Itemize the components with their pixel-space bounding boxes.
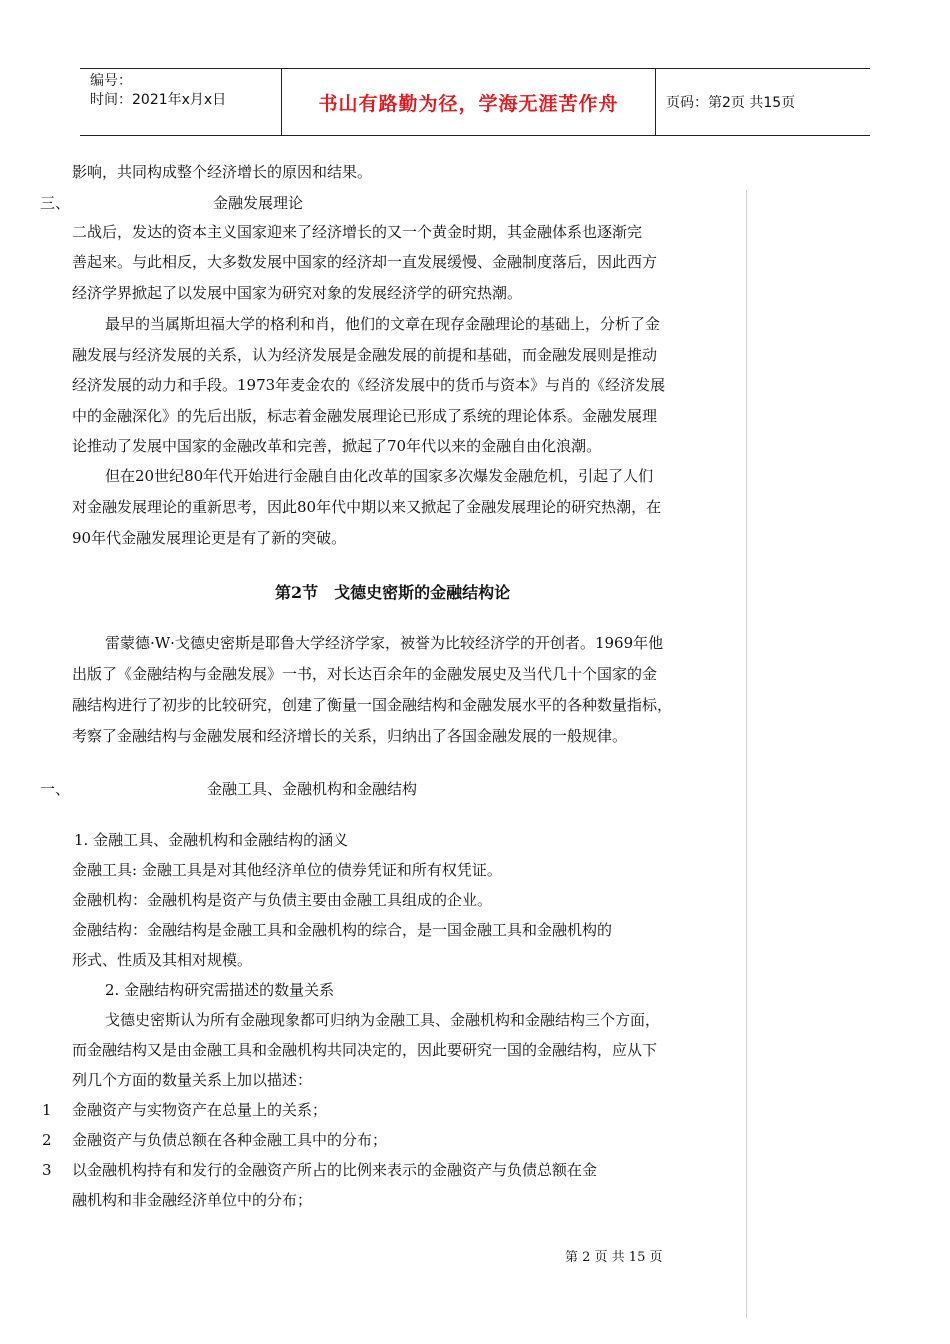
section-title: 第2节 戈德史密斯的金融结构论 bbox=[275, 583, 511, 602]
definition: 金融结构：金融结构是金融工具和金融机构的综合，是一国金融工具和金融机构的 bbox=[72, 921, 613, 939]
date-label: 时间：2021年x月x日 bbox=[90, 92, 227, 108]
text-line: 雷蒙德·W·戈德史密斯是耶鲁大学经济学家，被誉为比较经济学的开创者。1969年他 bbox=[105, 634, 664, 652]
serial-number-label: 编号： bbox=[90, 73, 132, 89]
text-line: 考察了金融结构与金融发展和经济增长的关系，归纳出了各国金融发展的一般规律。 bbox=[72, 727, 628, 745]
text-line: 对金融发展理论的重新思考，因此80年代中期以来又掀起了金融发展理论的研究热潮，在 bbox=[72, 498, 662, 516]
text-line: 论推动了发展中国家的金融改革和完善，掀起了70年代以来的金融自由化浪潮。 bbox=[72, 437, 602, 455]
text-line: 最早的当属斯坦福大学的格利和肖，他们的文章在现存金融理论的基础上，分析了金 bbox=[105, 315, 661, 333]
text-line: 列几个方面的数量关系上加以描述： bbox=[72, 1071, 313, 1089]
definition: 形式、性质及其相对规模。 bbox=[72, 951, 253, 969]
definition: 金融工具: 金融工具是对其他经济单位的债券凭证和所有权凭证。 bbox=[72, 861, 502, 879]
list-item: 金融资产与实物资产在总量上的关系； bbox=[72, 1101, 328, 1119]
text-line: 二战后，发达的资本主义国家迎来了经济增长的又一个黄金时期，其金融体系也逐渐完 bbox=[72, 223, 643, 241]
list-item: 金融资产与负债总额在各种金融工具中的分布； bbox=[72, 1131, 388, 1149]
text-line: 但在20世纪80年代开始进行金融自由化改革的国家多次爆发金融危机，引起了人们 bbox=[105, 467, 654, 485]
subheading: 1. 金融工具、金融机构和金融结构的涵义 bbox=[74, 831, 349, 849]
list-item: 融机构和非金融经济单位中的分布； bbox=[72, 1191, 313, 1209]
heading-title: 金融工具、金融机构和金融结构 bbox=[207, 780, 418, 798]
margin-rule bbox=[746, 190, 747, 1318]
subheading: 2. 金融结构研究需描述的数量关系 bbox=[105, 981, 335, 999]
text-line: 融结构进行了初步的比较研究，创建了衡量一国金融结构和金融发展水平的各种数量指标， bbox=[72, 696, 673, 714]
heading-number: 一、 bbox=[40, 780, 71, 798]
text-line: 融发展与经济发展的关系，认为经济发展是金融发展的前提和基础，而金融发展则是推动 bbox=[72, 346, 658, 364]
header-table bbox=[80, 68, 870, 136]
text-line: 而金融结构又是由金融工具和金融机构共同决定的，因此要研究一国的金融结构，应从下 bbox=[72, 1041, 658, 1059]
list-number: 3 bbox=[42, 1161, 52, 1179]
list-number: 1 bbox=[42, 1101, 52, 1119]
text-line: 中的金融深化》的先后出版，标志着金融发展理论已形成了系统的理论体系。金融发展理 bbox=[72, 407, 658, 425]
text-line: 经济学界掀起了以发展中国家为研究对象的发展经济学的研究热潮。 bbox=[72, 284, 523, 302]
text-line: 出版了《金融结构与金融发展》一书，对长达百余年的金融发展史及当代几十个国家的金 bbox=[72, 665, 658, 683]
header-motto: 书山有路勤为径，学海无涯苦作舟 bbox=[281, 69, 656, 135]
text-line: 影响，共同构成整个经济增长的原因和结果。 bbox=[72, 163, 373, 181]
list-item: 以金融机构持有和发行的金融资产所占的比例来表示的金融资产与负债总额在金 bbox=[72, 1161, 598, 1179]
text-line: 戈德史密斯认为所有金融现象都可归纳为金融工具、金融机构和金融结构三个方面， bbox=[105, 1011, 661, 1029]
text-line: 90年代金融发展理论更是有了新的突破。 bbox=[72, 529, 347, 547]
heading-number: 三、 bbox=[40, 194, 71, 212]
heading-title: 金融发展理论 bbox=[213, 194, 304, 212]
text-line: 经济发展的动力和手段。1973年麦金农的《经济发展中的货币与资本》与肖的《经济发展 bbox=[72, 376, 666, 394]
list-number: 2 bbox=[42, 1131, 52, 1149]
header-left-cell bbox=[80, 69, 281, 135]
definition: 金融机构：金融机构是资产与负债主要由金融工具组成的企业。 bbox=[72, 891, 493, 909]
text-line: 善起来。与此相反，大多数发展中国家的经济却一直发展缓慢、金融制度落后，因此西方 bbox=[72, 253, 658, 271]
header-page-info: 页码：第2页 共15页 bbox=[666, 95, 796, 111]
page-footer: 第 2 页 共 15 页 bbox=[565, 1250, 663, 1265]
